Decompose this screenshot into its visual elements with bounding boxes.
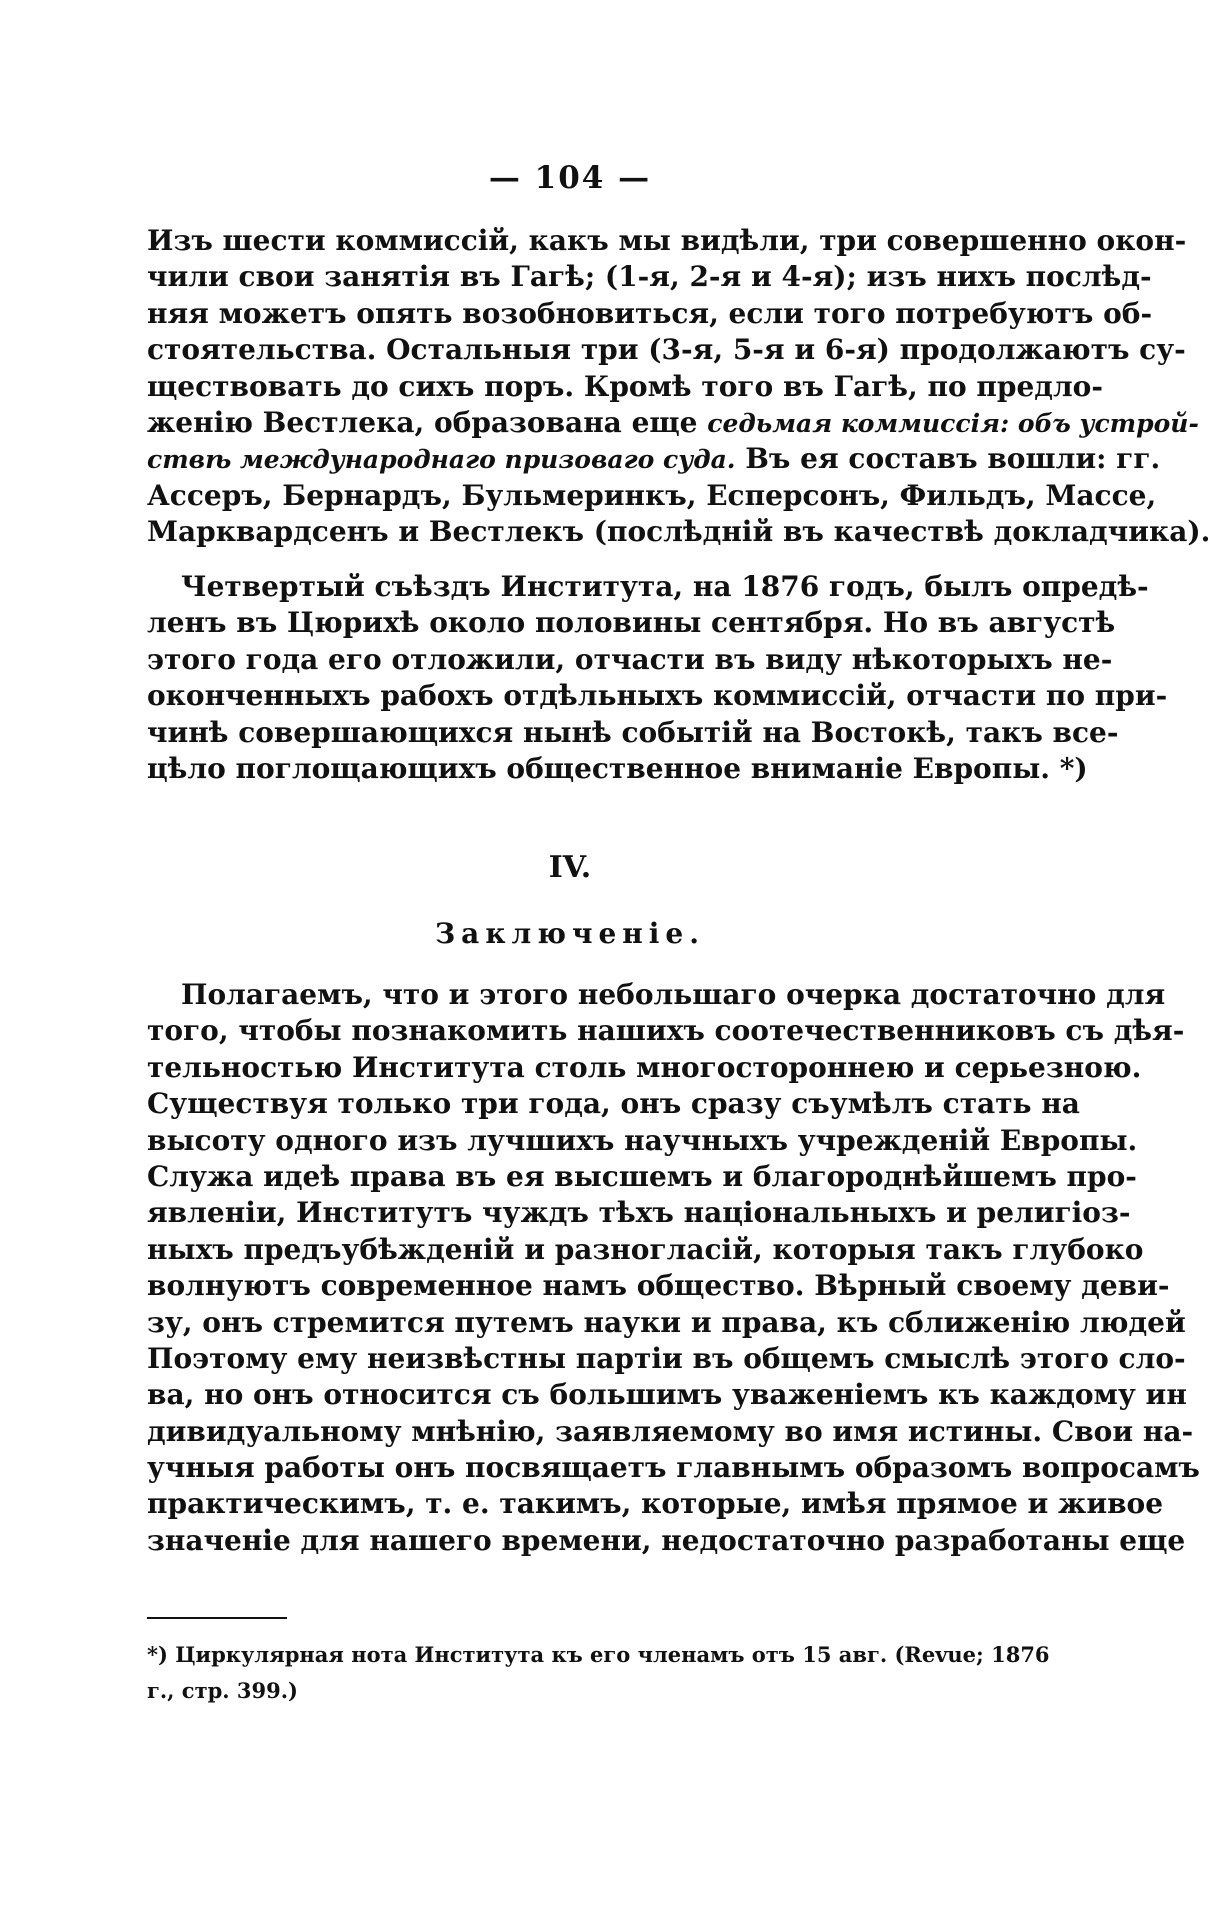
footnote-line: *) Циркулярная нота Института къ его членамъ отъ 15 авг. (Revue; 1876 — [147, 1642, 1050, 1667]
text-line: Полагаемъ, что и этого небольшаго очерка достаточно для — [181, 978, 1166, 1011]
text-line: этого года его отложили, отчасти въ виду нѣкоторыхъ не- — [147, 642, 1113, 676]
text-line: волнуютъ современное намъ общество. Вѣрный своему деви- — [147, 1269, 1170, 1303]
italic-text-run: седьмая коммиссія: объ устрой- — [707, 408, 1199, 438]
text-line: тельностью Института столь многостороннею и серьезною. — [147, 1050, 1142, 1084]
text-line: Марквардсенъ и Вестлекъ (послѣдній въ качествѣ докладчика). — [147, 515, 1210, 549]
paragraph-conclusion — [147, 977, 1200, 1559]
text-line: ществовать до сихъ поръ. Кромѣ того въ Гагѣ, по предло- — [147, 369, 1103, 403]
section-title: Заключеніе. — [434, 917, 705, 950]
page-number: — 104 — — [488, 160, 652, 196]
text-line: стоятельства. Остальныя три (3-я, 5-я и 6-я) продолжаютъ су- — [147, 333, 1186, 367]
footnote — [147, 1637, 1050, 1709]
text-line: значеніе для нашего времени, недостаточно разработаны еще — [147, 1523, 1186, 1557]
text-line: чинѣ совершающихся нынѣ событій на Востокѣ, такъ все- — [147, 715, 1119, 749]
text-line: чили свои занятія въ Гагѣ; (1-я, 2-я и 4-я); изъ нихъ послѣд- — [147, 260, 1152, 294]
text-line: Служа идеѣ права въ ея высшемъ и благороднѣйшемъ про- — [147, 1159, 1137, 1193]
text-line: зу, онъ стремится путемъ науки и права, къ сближенію людей — [147, 1305, 1186, 1339]
text-run: женію Вестлека, образована еще — [147, 405, 698, 439]
text-line: Поэтому ему неизвѣстны партіи въ общемъ смыслѣ этого сло- — [147, 1341, 1186, 1375]
text-line: того, чтобы познакомить нашихъ соотечественниковъ съ дѣя- — [147, 1014, 1185, 1048]
paragraph-fourth-congress — [147, 569, 1168, 787]
text-line: Существуя только три года, онъ сразу съумѣлъ стать на — [147, 1087, 1080, 1121]
section-number: IV. — [548, 850, 592, 885]
text-line: учныя работы онъ посвящаетъ главнымъ образомъ вопросамъ — [147, 1451, 1200, 1485]
text-line: Четвертый съѣздъ Института, на 1876 годъ, былъ опредѣ- — [181, 570, 1149, 603]
footnote-divider — [147, 1617, 287, 1619]
text-line: ныхъ предъубѣжденій и разногласій, которыя такъ глубоко — [147, 1232, 1144, 1266]
text-run: Въ ея составъ вошли: гг. — [745, 442, 1161, 476]
text-line-mixed — [147, 441, 1161, 477]
text-line: явленіи, Институтъ чуждъ тѣхъ національныхъ и религіоз- — [147, 1196, 1131, 1230]
footnote-line: г., стр. 399.) — [147, 1678, 298, 1703]
text-line: Изъ шести коммиссій, какъ мы видѣли, три совершенно окон- — [147, 224, 1187, 257]
text-line: оконченныхъ рабохъ отдѣльныхъ коммиссій, отчасти по при- — [147, 679, 1168, 713]
text-line-mixed — [147, 405, 1199, 441]
text-line: Ассеръ, Бернардъ, Бульмеринкъ, Есперсонъ, Фильдъ, Массе, — [147, 478, 1157, 512]
text-line: ва, но онъ относится съ большимъ уваженіемъ къ каждому ин — [147, 1378, 1187, 1412]
text-line: цѣло поглощающихъ общественное вниманіе Европы. *) — [147, 751, 1088, 785]
italic-text-run: ствѣ международнаго призоваго суда. — [147, 445, 736, 475]
text-line: дивидуальному мнѣнію, заявляемому во имя истины. Свои на- — [147, 1414, 1194, 1448]
text-line: ленъ въ Цюрихѣ около половины сентября. Но въ августѣ — [147, 606, 1116, 640]
text-line: няя можетъ опять возобновиться, если того потребуютъ об- — [147, 296, 1153, 330]
text-line: высоту одного изъ лучшихъ научныхъ учрежденій Европы. — [147, 1123, 1138, 1157]
paragraph-commissions — [147, 223, 1210, 551]
text-line: практическимъ, т. е. такимъ, которые, имѣя прямое и живое — [147, 1487, 1164, 1521]
